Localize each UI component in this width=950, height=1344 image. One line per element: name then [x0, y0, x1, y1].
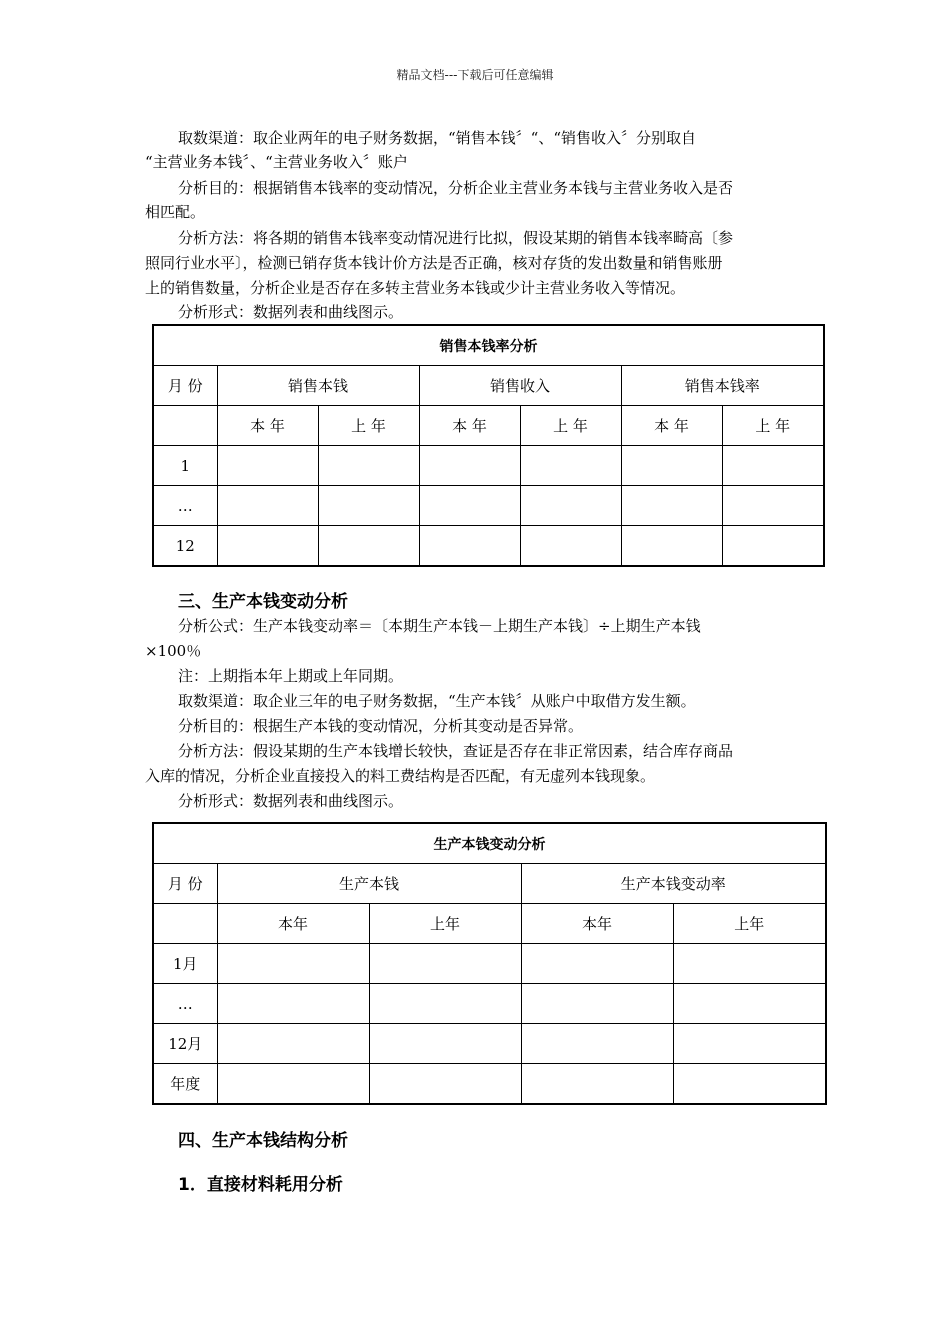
data-cell [521, 1024, 673, 1064]
data-cell [217, 1064, 369, 1105]
subsection-heading: 1．直接材料耗用分析 [178, 1175, 343, 1195]
table-row [153, 1064, 826, 1105]
data-cell [673, 944, 826, 984]
data-cell [673, 984, 826, 1024]
data-cell [419, 446, 520, 486]
data-cell [419, 526, 520, 567]
sub-header: 上 年 [722, 406, 824, 446]
data-cell [419, 486, 520, 526]
data-cell [217, 526, 318, 567]
data-cell [217, 486, 318, 526]
row-label: 1 [153, 446, 217, 486]
data-cell [369, 984, 521, 1024]
data-cell [521, 984, 673, 1024]
table-row [153, 526, 824, 567]
data-cell [673, 1064, 826, 1105]
intro-line-6: 照同行业水平〕，检测已销存货本钱计价方法是否正确，核对存货的发出数量和销售账册 [145, 254, 723, 272]
sub-header: 本年 [217, 904, 369, 944]
data-cell [217, 944, 369, 984]
intro-line-8: 分析形式：数据列表和曲线图示。 [178, 303, 404, 321]
s3-line-5: 分析目的：根据生产本钱的变动情况，分析其变动是否异常。 [178, 717, 584, 735]
empty-cell [153, 406, 217, 446]
data-cell [520, 486, 621, 526]
month-header: 月 份 [153, 366, 217, 406]
table-row [153, 486, 824, 526]
intro-line-7: 上的销售数量，分析企业是否存在多转主营业务本钱或少计主营业务收入等情况。 [145, 279, 686, 297]
s3-line-3: 注：上期指本年上期或上年同期。 [178, 667, 404, 685]
data-cell [722, 526, 824, 567]
group-header: 生产本钱 [217, 864, 521, 904]
data-cell [217, 446, 318, 486]
table-row [153, 1024, 826, 1064]
data-cell [217, 1024, 369, 1064]
s3-line-8: 分析形式：数据列表和曲线图示。 [178, 792, 404, 810]
data-cell [722, 486, 824, 526]
data-cell [621, 486, 722, 526]
data-cell [217, 984, 369, 1024]
sub-header: 本 年 [217, 406, 318, 446]
sub-header: 本 年 [621, 406, 722, 446]
data-cell [673, 1024, 826, 1064]
sub-header: 上 年 [520, 406, 621, 446]
intro-line-5: 分析方法：将各期的销售本钱率变动情况进行比拟，假设某期的销售本钱率畸高〔参 [178, 229, 734, 247]
s3-line-4: 取数渠道：取企业三年的电子财务数据，“生产本钱〞从账户中取借方发生额。 [178, 692, 696, 710]
sub-header: 上年 [673, 904, 826, 944]
row-label: … [153, 984, 217, 1024]
row-label: 1月 [153, 944, 217, 984]
data-cell [521, 1064, 673, 1105]
sub-header: 上 年 [318, 406, 419, 446]
data-cell [369, 1024, 521, 1064]
data-cell [521, 944, 673, 984]
row-label: 年度 [153, 1064, 217, 1105]
intro-line-4: 相匹配。 [145, 203, 206, 221]
sub-header: 上年 [369, 904, 521, 944]
month-header: 月 份 [153, 864, 217, 904]
s3-line-1: 分析公式：生产本钱变动率＝〔本期生产本钱－上期生产本钱〕÷上期生产本钱 [178, 617, 701, 635]
data-cell [369, 944, 521, 984]
table-title: 销售本钱率分析 [153, 325, 824, 366]
s3-line-6: 分析方法：假设某期的生产本钱增长较快，查证是否存在非正常因素，结合库存商品 [178, 742, 734, 760]
data-cell [318, 526, 419, 567]
table-row [153, 944, 826, 984]
sub-header: 本 年 [419, 406, 520, 446]
intro-line-1: 取数渠道：取企业两年的电子财务数据，“销售本钱〞“、“销售收入〞分别取自 [178, 129, 697, 147]
section-heading: 三、生产本钱变动分析 [178, 592, 348, 612]
intro-line-3: 分析目的：根据销售本钱率的变动情况，分析企业主营业务本钱与主营业务收入是否 [178, 179, 734, 197]
data-cell [722, 446, 824, 486]
data-cell [621, 446, 722, 486]
data-cell [369, 1064, 521, 1105]
empty-cell [153, 904, 217, 944]
table-row [153, 984, 826, 1024]
row-label: 12月 [153, 1024, 217, 1064]
data-cell [520, 526, 621, 567]
group-header: 生产本钱变动率 [521, 864, 826, 904]
intro-line-2: “主营业务本钱〞、“主营业务收入〞账户 [145, 153, 408, 171]
data-cell [621, 526, 722, 567]
data-cell [520, 446, 621, 486]
page-header: 精品文档---下载后可任意编辑 [396, 68, 554, 82]
sales-cost-rate-table [152, 324, 825, 567]
s3-line-7: 入库的情况，分析企业直接投入的料工费结构是否匹配，有无虚列本钱现象。 [145, 767, 656, 785]
s3-line-2: ×100％ [145, 642, 202, 660]
table-title: 生产本钱变动分析 [153, 823, 826, 864]
data-cell [318, 486, 419, 526]
group-header: 销售本钱率 [621, 366, 824, 406]
table-row [153, 446, 824, 486]
row-label: 12 [153, 526, 217, 567]
sub-header: 本年 [521, 904, 673, 944]
data-cell [318, 446, 419, 486]
row-label: … [153, 486, 217, 526]
production-cost-change-table [152, 822, 827, 1105]
group-header: 销售本钱 [217, 366, 419, 406]
group-header: 销售收入 [419, 366, 621, 406]
section-heading: 四、生产本钱结构分析 [178, 1131, 348, 1151]
